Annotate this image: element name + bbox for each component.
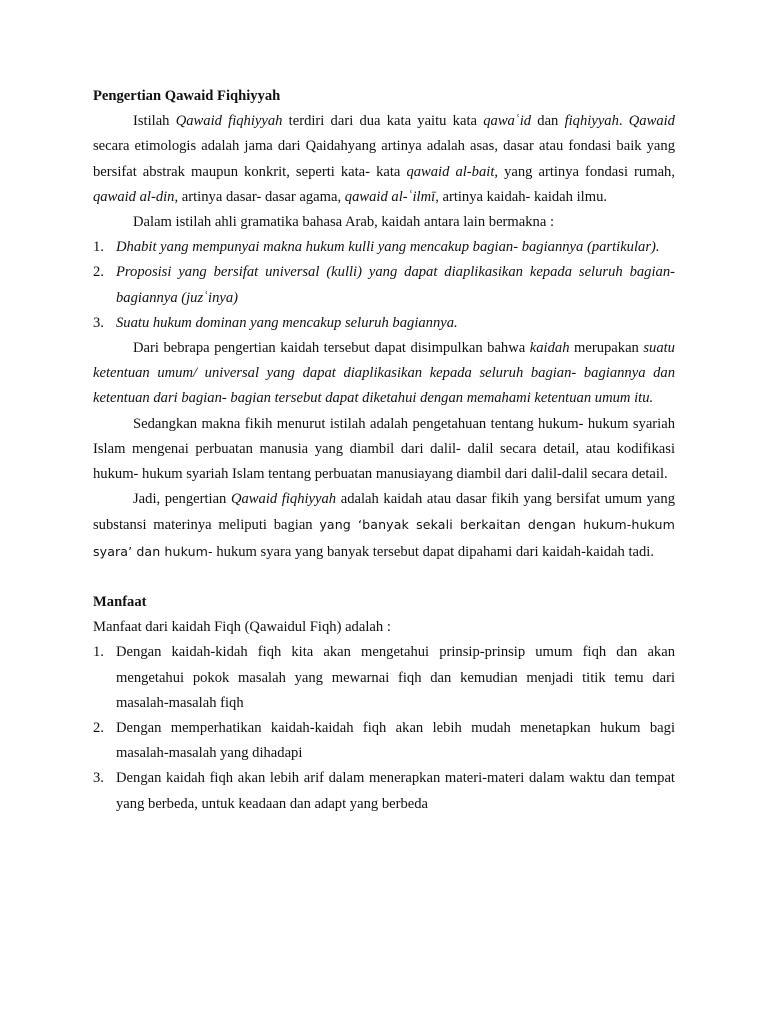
list-item-text: Suatu hukum dominan yang mencakup seluruh bagiannya. xyxy=(116,314,458,331)
text-run: , yang artinya fondasi rumah, xyxy=(494,163,675,180)
list-item xyxy=(93,235,675,260)
text-run: Istilah xyxy=(133,113,176,130)
list-number: 3. xyxy=(93,314,104,331)
text-run: terdiri dari dua kata yaitu kata xyxy=(282,113,484,130)
italic-term: qawaid al-din xyxy=(93,188,175,205)
paragraph-fikih: Sedangkan makna fikih menurut istilah adalah pengetahuan tentang hukum- hukum syariah Islam mengenai perbuatan manusia yang diambil dari dalil- dalil secara detail, atau kodifikasi hukum- hukum syariah Islam tentang perbuatan manusiayang diambil dari dalil-dalil secara detail. xyxy=(93,415,675,483)
italic-term: Qawaid xyxy=(628,113,675,130)
document-body xyxy=(93,84,675,817)
list-item xyxy=(93,766,675,816)
text-run: hukum syara yang banyak tersebut dapat dipahami dari kaidah-kaidah tadi. xyxy=(212,543,655,560)
list-number: 2. xyxy=(93,264,104,281)
section-heading-manfaat: Manfaat xyxy=(93,594,147,611)
list-number: 1. xyxy=(93,239,104,256)
text-run: secara etimologis adalah jama dari Qaidahyang artinya adalah asas, dasar atau fondasi baik yang bersifat abstrak maupun konkrit, seperti kata- kata xyxy=(93,138,675,180)
italic-term: Qawaid fiqhiyyah xyxy=(230,491,337,508)
list-number: 1. xyxy=(93,644,104,661)
text-run: , artinya dasar- dasar agama, xyxy=(174,188,345,205)
text-run: dan xyxy=(531,113,565,130)
paragraph-istilah xyxy=(93,109,675,210)
definition-list xyxy=(93,235,675,336)
list-item xyxy=(93,640,675,716)
text-run: merupakan xyxy=(569,340,644,357)
benefit-list xyxy=(93,640,675,816)
list-number: 2. xyxy=(93,720,104,737)
italic-term: fiqhiyyah xyxy=(564,113,619,130)
italic-term: qawaʿid xyxy=(483,113,532,130)
paragraph-jadi xyxy=(93,487,675,565)
paragraph-kesimpulan xyxy=(93,336,675,412)
text-run: . xyxy=(618,113,629,130)
italic-term: Qawaid fiqhiyyah xyxy=(175,113,283,130)
list-item xyxy=(93,260,675,310)
list-item-text: Dengan kaidah-kidah fiqh kita akan mengetahui prinsip-prinsip umum fiqh dan akan mengetahui pokok masalah yang mewarnai fiqh dan kemudian menjadi titik temu dari masalah-masalah fiqh xyxy=(116,644,675,711)
list-item-text: Dengan kaidah fiqh akan lebih arif dalam menerapkan materi-materi dalam waktu dan tempat yang berbeda, untuk keadaan dan adapt yang berbeda xyxy=(116,770,675,812)
text-run: Jadi, pengertian xyxy=(133,491,231,508)
paragraph-gramatika: Dalam istilah ahli gramatika bahasa Arab, kaidah antara lain bermakna : xyxy=(133,214,555,231)
text-run: Dari bebrapa pengertian kaidah tersebut dapat disimpulkan bahwa xyxy=(133,340,530,357)
italic-term: qawaid al-ʿilmī xyxy=(344,188,436,205)
italic-term: kaidah xyxy=(529,340,570,357)
italic-term: qawaid al-bait xyxy=(406,163,495,180)
sans-text-run: yang ‘banyak sekali berkaitan dengan hukum-hukum syara’ dan hukum- xyxy=(93,517,675,559)
paragraph-manfaat-intro: Manfaat dari kaidah Fiqh (Qawaidul Fiqh) adalah : xyxy=(93,619,391,636)
text-run: , artinya kaidah- kaidah ilmu. xyxy=(435,188,608,205)
section-spacer xyxy=(93,565,675,590)
list-item xyxy=(93,716,675,766)
list-number: 3. xyxy=(93,770,104,787)
list-item xyxy=(93,311,675,336)
section-heading-pengertian: Pengertian Qawaid Fiqhiyyah xyxy=(93,88,281,104)
list-item-text: Proposisi yang bersifat universal (kulli) yang dapat diaplikasikan kepada seluruh bagian- bagiannya (juzʿinya) xyxy=(116,264,675,306)
list-item-text: Dengan memperhatikan kaidah-kaidah fiqh akan lebih mudah menetapkan hukum bagi masalah-masalah yang dihadapi xyxy=(116,720,675,762)
text-run: adalah kaidah atau dasar fikih yang bersifat umum yang substansi materinya meliputi bagian xyxy=(93,491,675,534)
list-item-text: Dhabit yang mempunyai makna hukum kulli yang mencakup bagian- bagiannya (partikular). xyxy=(116,239,660,256)
italic-term: suatu ketentuan umum/ universal yang dapat diaplikasikan kepada seluruh bagian- bagiannya dan ketentuan dari bagian- bagian tersebut dapat diketahui dengan memahami ketentuan umum itu. xyxy=(93,340,675,407)
